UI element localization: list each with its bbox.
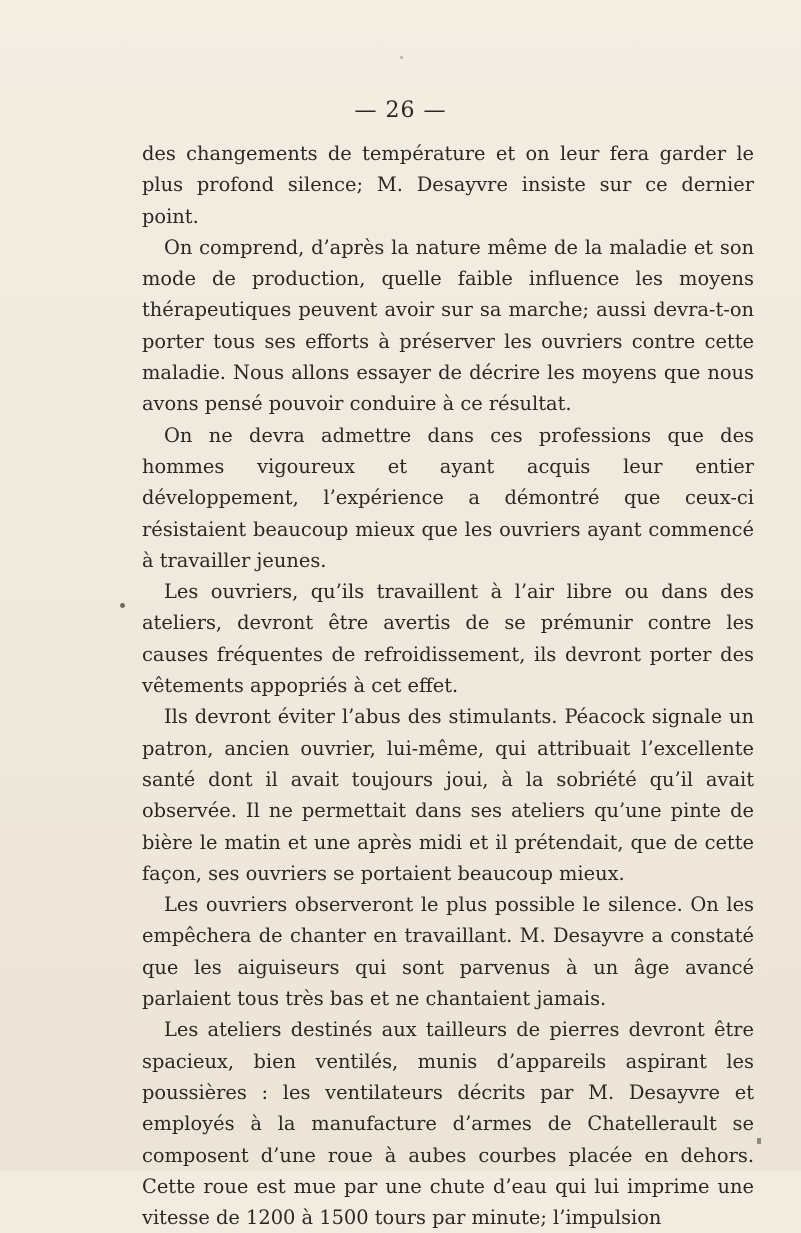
paragraph-4: Les ouvriers, qu’ils travaillent à l’air libre ou dans des ateliers, devront être avertis de se prémunir contre les causes fréquentes de refroidissement, ils devront porter des vêtements appopriés à cet effet. — [142, 580, 754, 698]
margin-dot — [120, 603, 125, 608]
paper-speck — [400, 56, 403, 59]
paragraph-1: des changements de température et on leur fera garder le plus profond silence; M. Desayvre insiste sur ce dernier point. — [142, 142, 754, 228]
margin-mark — [757, 1138, 761, 1144]
paragraph-7: Les ateliers destinés aux tailleurs de pierres devront être spacieux, bien ventilés, munis d’appareils aspirant les poussières : les ventilateurs décrits par M. Desayvre et employés à la manufacture d’armes de Chatellerault se composent d’une roue à aubes courbes placée en dehors. Cette roue est mue par une chute d’eau qui lui imprime une vitesse de 1200 à 1500 tours par minute; l’impulsion — [142, 1018, 754, 1230]
paragraph-5: Ils devront éviter l’abus des stimulants. Péacock signale un patron, ancien ouvrier, lui-même, qui attribuait l’excellente santé dont il avait toujours joui, à la sobriété qu’il avait observée. Il ne permettait dans ses ateliers qu’une pinte de bière le matin et une après midi et il prétendait, que de cette façon, ses ouvriers se portaient beaucoup mieux. — [142, 705, 754, 885]
paragraph-2: On comprend, d’après la nature même de la maladie et son mode de production, quelle faible influence les moyens thérapeutiques peuvent avoir sur sa marche; aussi devra-t-on porter tous ses efforts à préserver les ouvriers contre cette maladie. Nous allons essayer de décrire les moyens que nous avons pensé pouvoir conduire à ce résultat. — [142, 235, 754, 416]
page-number: — 26 — — [354, 98, 447, 123]
paragraph-3: On ne devra admettre dans ces professions que des hommes vigoureux et ayant acquis leur entier développement, l’expérience a démontré que ceux-ci résistaient beaucoup mieux que les ouvriers ayant commencé à travailler jeunes. — [142, 423, 754, 572]
body-text — [142, 138, 754, 1233]
paragraph-6: Les ouvriers observeront le plus possible le silence. On les empêchera de chanter en travaillant. M. Desayvre a constaté que les aiguiseurs qui sont parvenus à un âge avancé parlaient tous très bas et ne chantaient jamais. — [142, 893, 754, 1011]
